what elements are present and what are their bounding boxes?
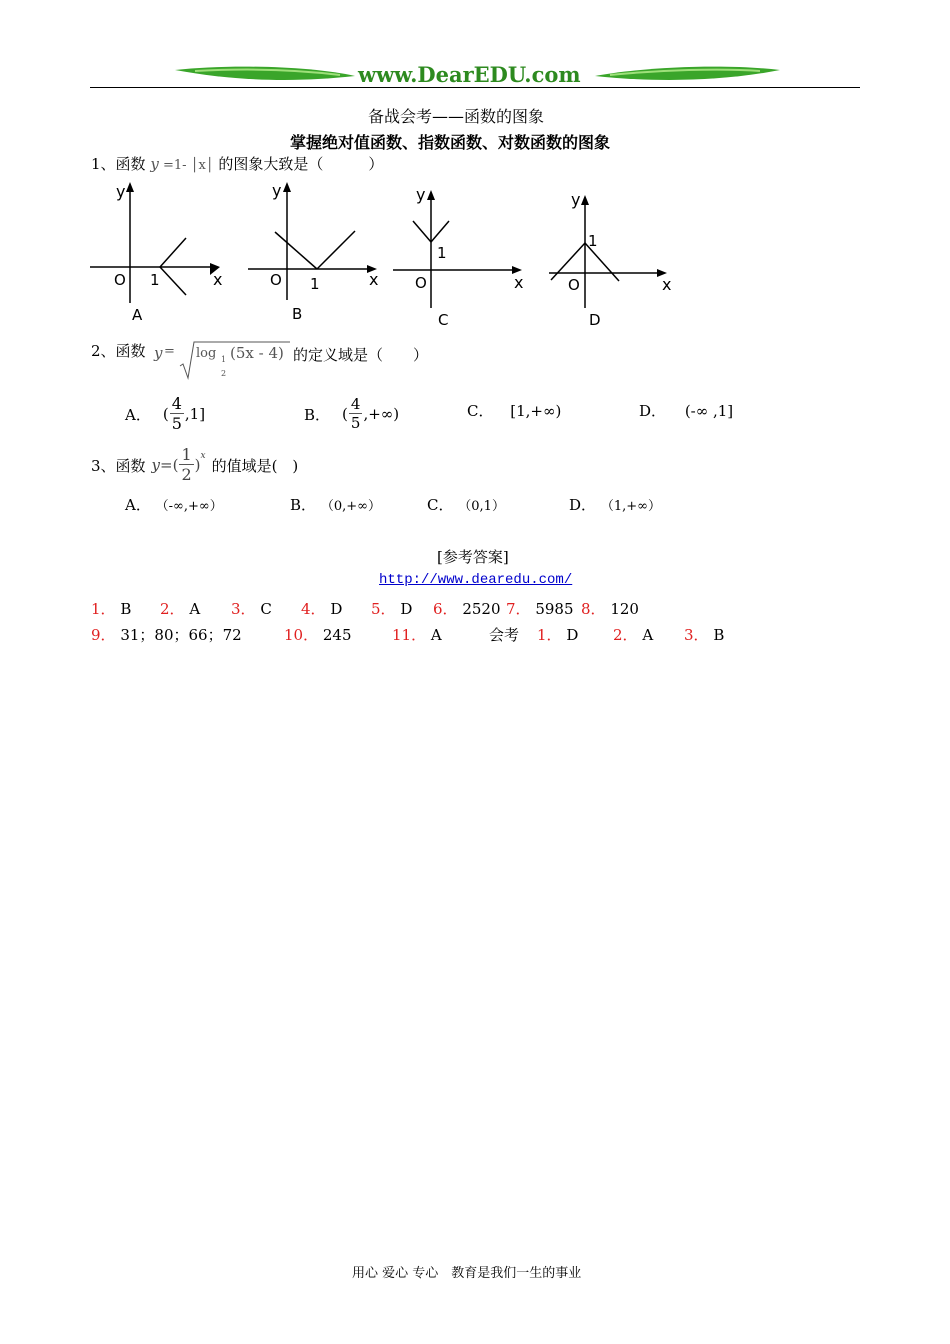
q3-close: ) (194, 456, 201, 474)
graph-c-origin: O (415, 274, 427, 292)
answer-number: 11． (392, 626, 427, 644)
answer-number: 5． (371, 600, 396, 618)
q3-option-c (427, 494, 505, 515)
answer-value: 5985 (535, 600, 574, 618)
answer-8 (581, 598, 639, 619)
answer-value: D (566, 626, 579, 644)
q2-option-b-open: ( (342, 405, 348, 423)
q3-num: 1 (181, 445, 192, 464)
answer-number: 2． (613, 626, 638, 644)
answer-number: 10． (284, 626, 319, 644)
q3-option-a (125, 494, 223, 515)
answer-6 (433, 598, 506, 619)
q1-expr-rest: =1- │x│ (158, 158, 214, 173)
q2-log-text: log (196, 346, 217, 361)
question-3 (91, 443, 298, 487)
answer-number: 3． (684, 626, 709, 644)
graph-b-x-label: x (369, 270, 379, 289)
answer-number: 1． (91, 600, 116, 618)
answer-value: 245 (322, 626, 352, 644)
q3-option-d (569, 494, 661, 515)
site-logo: www.DearEDU.com (358, 62, 581, 87)
q3-option-a-label: A． (125, 496, 151, 514)
answer-value: D (400, 600, 413, 618)
huikao-answer-1 (537, 624, 613, 645)
q2-expr-eq: = (164, 344, 175, 359)
q3-option-d-text: （1,+∞） (600, 499, 661, 514)
graph-b (245, 178, 385, 328)
answer-number: 6． (433, 600, 458, 618)
q1-expr-y: y (150, 155, 159, 173)
q2-option-a-num: 4 (171, 394, 182, 413)
q2-option-b-num: 4 (350, 395, 361, 413)
q2-option-b-rest: ,+∞) (363, 405, 400, 423)
q2-option-d (639, 400, 733, 421)
q2-option-b-den: 5 (350, 414, 361, 432)
graph-c (390, 178, 535, 333)
q1-suffix: 的图象大致是（ ） (218, 155, 384, 173)
huikao-answer-2 (613, 624, 684, 645)
header-banner (90, 60, 860, 90)
q3-exp: x (200, 451, 206, 461)
q2-suffix: 的定义域是（ ） (293, 346, 429, 364)
answer-number: 9． (91, 626, 116, 644)
q3-suffix: 的值域是( ) (211, 456, 299, 475)
q3-option-a-text: （-∞,+∞） (155, 499, 223, 514)
answer-number: 4． (301, 600, 326, 618)
answer-value: D (330, 600, 343, 618)
q2-option-d-label: D． (639, 402, 667, 420)
q3-expr-y: y (151, 456, 161, 474)
answer-4 (301, 598, 371, 619)
answer-1 (91, 598, 160, 619)
graph-a (88, 178, 228, 328)
graph-a-x-label: x (213, 270, 223, 289)
graph-d-x-label: x (662, 275, 672, 294)
graph-b-y-label: y (272, 181, 282, 200)
graph-c-x-label: x (514, 273, 524, 292)
q1-prefix: 1、函数 (91, 155, 146, 173)
q3-fraction (179, 447, 193, 483)
answer-7 (506, 598, 581, 619)
answer-2 (160, 598, 231, 619)
q2-option-a-open: ( (162, 405, 169, 423)
graph-c-tick: 1 (437, 244, 447, 262)
q2-option-a (125, 392, 205, 436)
answer-11 (392, 624, 489, 645)
huikao-answer-3 (684, 624, 724, 645)
answer-value: 31；80；66；72 (120, 626, 242, 644)
q2-option-b (304, 392, 399, 436)
answer-value: 2520 (462, 600, 501, 618)
graph-b-origin: O (270, 271, 282, 289)
answer-value: A (430, 626, 442, 644)
answer-number: 8． (581, 600, 606, 618)
q2-option-a-fraction (170, 396, 184, 432)
answer-value: B (713, 626, 725, 644)
answer-number: 1． (537, 626, 562, 644)
answer-value: A (642, 626, 654, 644)
graph-d (543, 183, 683, 333)
answer-value: C (260, 600, 272, 618)
q2-option-c (467, 400, 561, 421)
q3-expr-eq: =( (160, 456, 179, 474)
q3-option-d-label: D． (569, 496, 597, 514)
answer-3 (231, 598, 301, 619)
page-footer: 用心 爱心 专心 教育是我们一生的事业 (352, 1266, 582, 1281)
q2-log-base-den: 2 (221, 369, 227, 378)
graph-c-label: C (438, 311, 449, 329)
q3-option-b (290, 494, 381, 515)
q3-den: 2 (181, 465, 192, 484)
q3-option-b-label: B． (290, 496, 317, 514)
q2-option-a-rest: ,1] (184, 405, 206, 423)
q3-option-b-text: （0,+∞） (320, 499, 381, 514)
q2-prefix: 2、函数 (91, 342, 146, 360)
answer-10 (284, 624, 392, 645)
answer-value: B (120, 600, 132, 618)
q2-option-d-text: (-∞ ,1] (684, 402, 734, 420)
graph-d-tick: 1 (588, 232, 598, 250)
page-subtitle: 掌握绝对值函数、指数函数、对数函数的图象 (290, 133, 611, 152)
graph-c-y-label: y (416, 185, 426, 204)
answer-value: 120 (610, 600, 639, 618)
graph-b-label: B (292, 305, 303, 323)
header-rule (90, 87, 860, 88)
page-title: 备战会考——函数的图象 (368, 107, 545, 126)
answers-row-1 (91, 598, 639, 619)
q2-option-c-label: C． (467, 402, 494, 420)
graph-a-origin: O (114, 271, 126, 289)
graph-a-label: A (132, 306, 143, 324)
graph-a-tick: 1 (150, 271, 160, 289)
question-2 (91, 340, 146, 380)
answer-number: 7． (506, 600, 531, 618)
q2-option-b-label: B． (304, 405, 331, 424)
answer-5 (371, 598, 433, 619)
answer-number: 3． (231, 600, 256, 618)
graph-d-origin: O (568, 276, 580, 294)
q2-log-base-num: 1 (221, 355, 227, 364)
graph-d-y-label: y (571, 190, 581, 209)
q2-option-b-fraction (349, 397, 363, 431)
answers-heading: [参考答案] (437, 548, 509, 566)
q2-option-c-text: [1,+∞) (510, 402, 562, 420)
q2-option-a-den: 5 (171, 414, 182, 433)
answer-9 (91, 624, 284, 645)
graph-b-tick: 1 (310, 275, 320, 293)
q3-option-c-label: C． (427, 496, 454, 514)
q3-option-c-text: （0,1） (458, 499, 505, 514)
question-1 (91, 153, 383, 174)
huikao-label: 会考 (489, 626, 520, 644)
answers-row-2 (91, 624, 724, 645)
q2-expr-y: y (154, 344, 163, 362)
q2-log-arg: (5x - 4) (230, 344, 284, 362)
answer-value: A (189, 600, 201, 618)
graph-a-y-label: y (116, 182, 126, 201)
q2-option-a-label: A． (125, 405, 151, 424)
graph-d-label: D (589, 311, 601, 329)
q3-prefix: 3、函数 (91, 456, 146, 475)
answer-number: 2． (160, 600, 185, 618)
answers-link[interactable]: http://www.dearedu.com/ (379, 572, 573, 588)
